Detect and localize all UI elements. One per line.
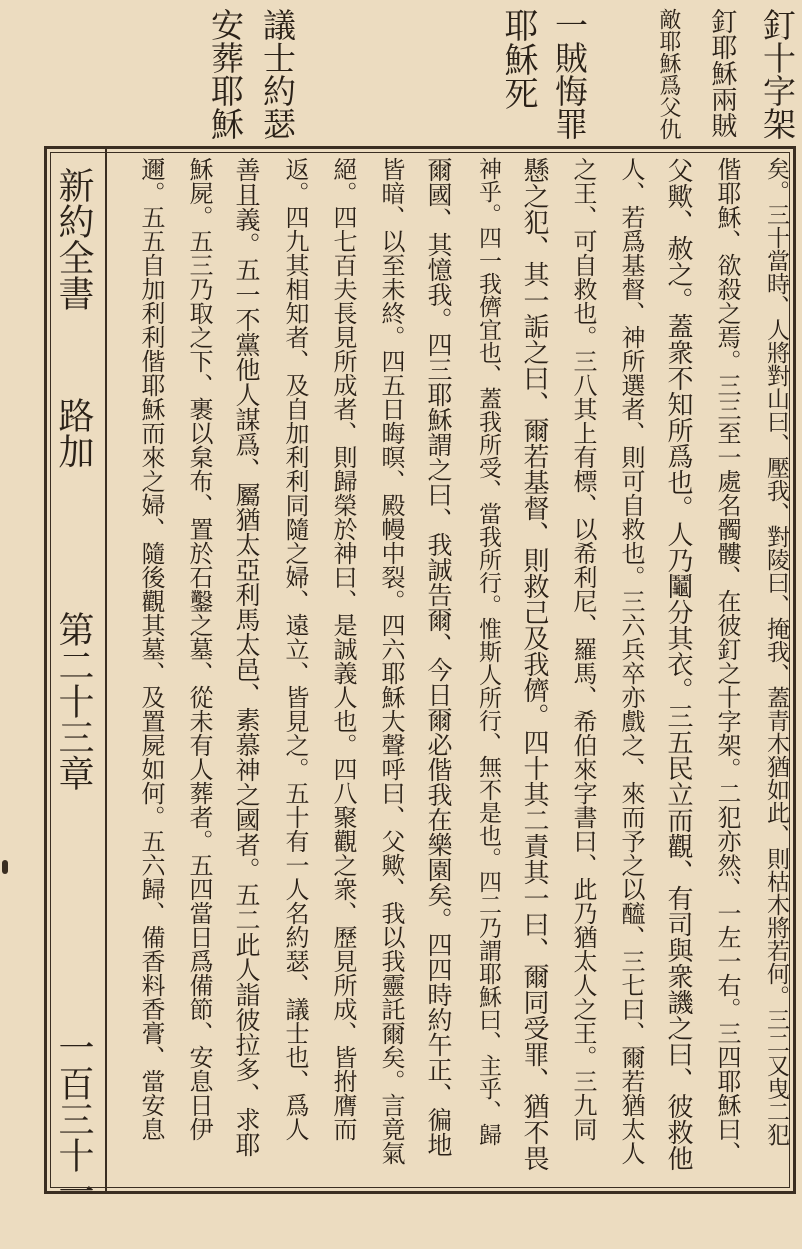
text-column: 返。四九其相知者、及自加利利同隨之婦、遠立、皆見之。五十有一人名約瑟、議士也、爲人: [281, 157, 309, 1141]
text-column: 懸之犯、其一詬之曰、爾若基督、則救己及我儕。四十其二責其一曰、爾同受罪、猶不畏: [519, 157, 549, 1171]
text-column: 人、若爲基督、神所選者、則可自救也。三六兵卒亦戲之、來而予之以醯、三七曰、爾若猶太人: [617, 157, 645, 1165]
text-column: 神乎。四一我儕宜也、蓋我所受、當我所行。惟斯人所行、無不是也。四二乃謂耶穌曰、主乎、歸: [475, 157, 501, 1146]
marginal-note: 敵耶穌爲父仇: [656, 8, 681, 140]
text-column: 皆暗、以至未終。四五日晦暝、殿幔中裂。四六耶穌大聲呼曰、父歟、我以我靈託爾矣。言竟氣: [377, 157, 405, 1165]
book-title: 新約全書: [53, 167, 94, 311]
chapter-heading: 第二十三章: [53, 611, 94, 791]
page-mark: [2, 860, 8, 874]
text-column: 穌屍。五三乃取之下、裹以枲布、置於石鑿之墓、從未有人葬者。五四當日爲備節、安息日伊: [185, 157, 213, 1141]
text-column: 矣。三十當時、人將對山曰、壓我、對陵曰、掩我、蓋青木猶如此、則枯木將若何。三二又曳二犯: [763, 157, 789, 1146]
marginal-notes: [195, 8, 795, 140]
marginal-note: 耶穌死: [498, 8, 538, 110]
text-column: 善且義。五一不黨他人謀爲、屬猶太亞利馬太邑、素慕神之國者。五二此人詣彼拉多、求耶: [232, 157, 261, 1157]
page-frame: [44, 146, 796, 1209]
marginal-note: 一賊悔罪: [550, 8, 589, 140]
marginal-note: 議士約瑟: [258, 8, 297, 140]
marginal-note: 釘耶穌兩賊: [707, 8, 737, 138]
gospel-name: 路加: [53, 397, 94, 469]
scripture-text: [109, 157, 787, 1183]
text-column: 父歟、赦之。蓋衆不知所爲也。人乃鬮分其衣。三五民立而觀、有司與衆譏之曰、彼救他: [663, 157, 693, 1171]
text-column: 爾國、其憶我。四三耶穌謂之曰、我誠告爾、今日爾必偕我在樂園矣。四四時約午正、徧地: [424, 157, 453, 1157]
text-column: 偕耶穌、欲殺之焉。三三至一處名髑髏、在彼釘之十字架。二犯亦然、一左一右。三四耶穌曰、: [713, 157, 741, 1165]
text-column: 之王、可自救也。三八其上有標、以希利尼、羅馬、希伯來字書曰、此乃猶太人之王。三九同: [569, 157, 597, 1141]
page-number: 一百三十一: [53, 1029, 94, 1209]
running-head: [47, 149, 107, 1209]
marginal-note: 安葬耶穌: [206, 8, 245, 140]
text-column: 邇。五五自加利利偕耶穌而來之婦、隨後觀其墓、及置屍如何。五六歸、備香料香膏、當安息: [137, 157, 165, 1141]
marginal-note: 釘十字架: [758, 8, 797, 140]
text-column: 絕。四七百夫長見所成者、則歸榮於神曰、是誠義人也。四八聚觀之衆、歷見所成、皆拊膺而: [329, 157, 357, 1141]
